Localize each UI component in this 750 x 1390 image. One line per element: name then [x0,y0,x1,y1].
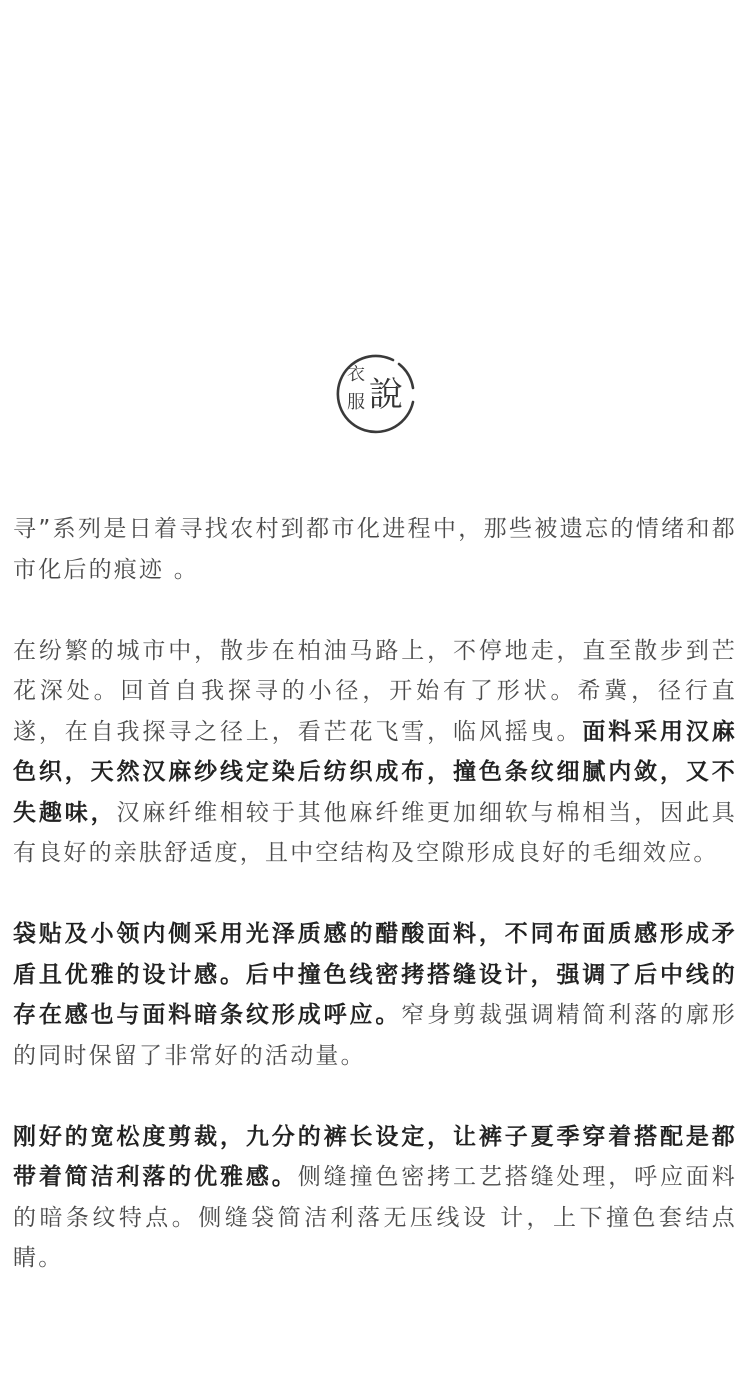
article-body [13,509,737,1319]
logo-char-fu: 服 [347,392,365,413]
paragraph-2 [13,631,737,874]
paragraph-2-run-1: 在纷繁的城市中，散步在柏油马路上，不停地走，直至散步到芒花深处。回首自我探寻的小径，开始有了形状。希冀，径行直遂，在自我探寻之径上，看芒花飞雪，临风摇曳。 [13,637,737,745]
logo-char-shuo: 說 [369,375,403,415]
paragraph-2-run-3: 汉麻纤维相较于其他麻纤维更加细软与棉相当，因此具有良好的亲肤舒适度，且中空结构及空隙形成良好的毛细效应。 [13,799,737,866]
paragraph-1-run-1: 寻”系列是日着寻找农村到都市化进程中，那些被遗忘的情绪和都市化后的痕迹 。 [13,516,737,583]
paragraph-4 [13,1117,737,1279]
logo-char-yi: 衣 [347,364,365,385]
paragraph-2-run-2-bold: 面料采用汉麻色织，天然汉麻纱线定染后纺织成布，撞色条纹细腻内敛，又不失趣味， [13,718,737,826]
paragraph-3-run-1-bold: 袋贴及小领内侧采用光泽质感的醋酸面料，不同布面质感形成矛盾且优雅的设计感。后中撞色线密拷搭缝设计，强调了后中线的存在感也与面料暗条纹形成呼应。 [13,921,737,1028]
brand-logo [333,352,419,438]
paragraph-3 [13,914,737,1076]
paragraph-1 [13,509,737,590]
paragraph-4-run-1-bold: 刚好的宽松度剪裁，九分的裤长设定，让裤子夏季穿着搭配是都带着简洁利落的优雅感。 [13,1123,737,1190]
paragraph-4-run-2: 侧缝撞色密拷工艺搭缝处理，呼应面料的暗条纹特点。侧缝袋简洁利落无压线设 计，上下撞色套结点睛。 [13,1164,738,1271]
paragraph-3-run-2: 窄身剪裁强调精简利落的廓形的同时保留了非常好的活动量。 [13,1002,737,1069]
